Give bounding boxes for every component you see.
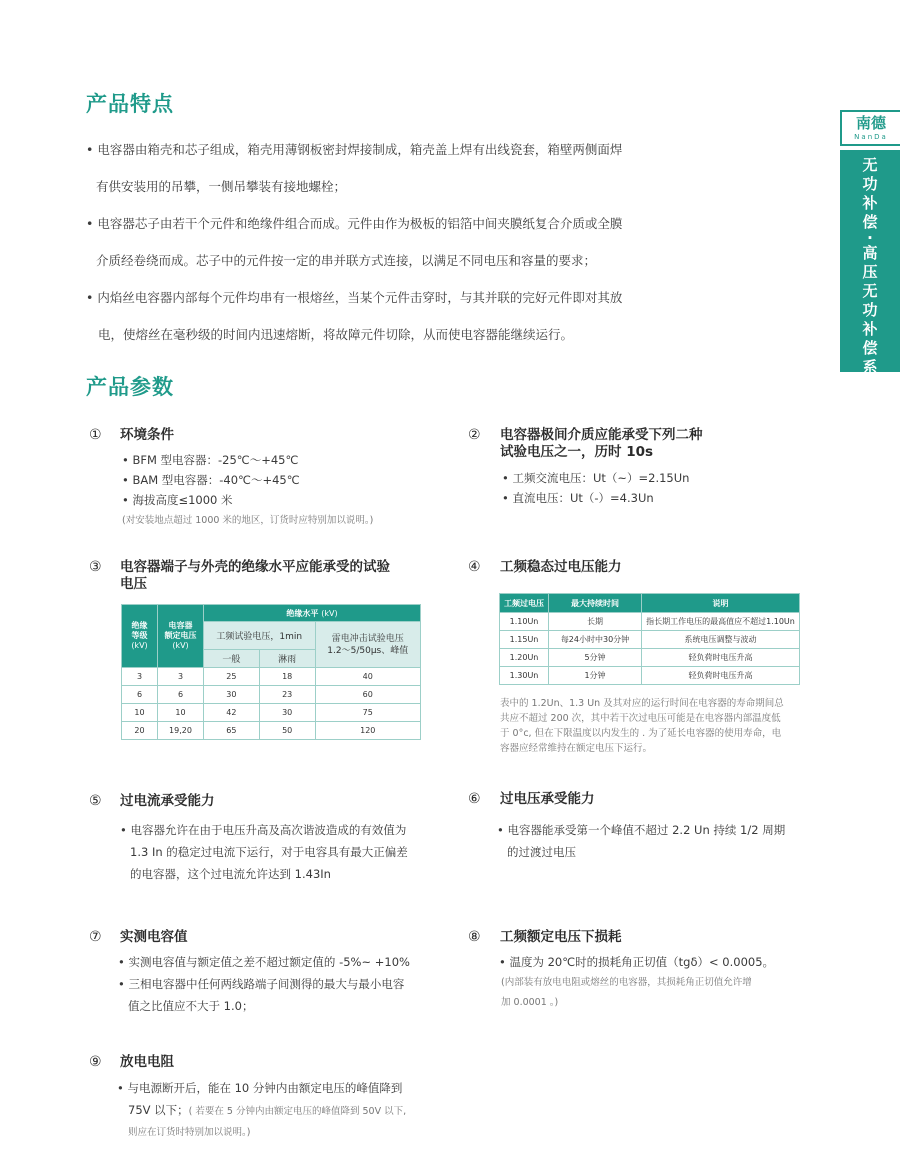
discharge-value: 75V 以下； — [128, 1103, 189, 1117]
series-char: 补 — [862, 320, 878, 338]
brand-name-en: NanDa — [854, 133, 888, 141]
section-title-insulation — [120, 559, 390, 593]
table-cell: 30 — [204, 686, 260, 704]
table-cell: 20 — [122, 722, 158, 740]
table-cell: 120 — [315, 722, 420, 740]
series-char: 系 — [862, 358, 878, 376]
brand-logo — [840, 110, 900, 146]
header-cell: 最大持续时间 — [549, 594, 642, 613]
series-char: 无 — [862, 282, 878, 300]
section-title-loss: 工频额定电压下损耗 — [500, 929, 622, 945]
header-normal: 一般 — [204, 650, 260, 668]
header-cell: 工频过电压 — [500, 594, 549, 613]
table-row — [122, 704, 421, 722]
series-char: 压 — [862, 263, 878, 281]
insulation-table — [121, 604, 421, 740]
table-row — [122, 686, 421, 704]
section-number: ① — [89, 427, 102, 443]
header-text: 1.2～5/50μs、峰值 — [327, 645, 409, 656]
header-rain: 淋雨 — [259, 650, 315, 668]
section-number: ② — [468, 427, 481, 443]
section-title-dielectric — [500, 427, 703, 461]
feature-line-4: 介质经卷绕而成。芯子中的元件按一定的串并联方式连接，以满足不同电压和容量的要求； — [96, 253, 597, 268]
series-side-tab — [840, 110, 900, 376]
note-line: 容器应经常维持在额定电压下运行。 — [500, 743, 653, 754]
series-label — [840, 150, 900, 376]
section-number: ⑤ — [89, 793, 102, 809]
title-line: 电压 — [120, 576, 147, 592]
feature-line-1: • 电容器由箱壳和芯子组成，箱壳用薄钢板密封焊接制成，箱壳盖上焊有出线瓷套，箱壁两侧面焊 — [86, 142, 623, 157]
table-cell: 1.20Un — [500, 649, 549, 667]
series-char: 偿 — [862, 339, 878, 357]
loss-list — [499, 951, 774, 1013]
header-text: (kV) — [131, 641, 148, 650]
table-cell: 25 — [204, 668, 260, 686]
section-number: ⑧ — [468, 929, 481, 945]
params-heading: 产品参数 — [86, 375, 174, 399]
loss-note: (内部装有放电电阻或熔丝的电容器，其损耗角正切值允许增 — [501, 977, 752, 988]
table-cell: 系统电压调整与波动 — [642, 631, 800, 649]
title-line: 电容器端子与外壳的绝缘水平应能承受的试验 — [120, 559, 390, 575]
series-char: 功 — [862, 175, 878, 193]
series-char: 偿 — [862, 213, 878, 231]
list-item: • BAM 型电容器：-40℃～+45℃ — [122, 473, 300, 487]
list-item: • 与电源断开后，能在 10 分钟内由额定电压的峰值降到 — [117, 1081, 403, 1095]
discharge-list — [117, 1077, 406, 1143]
note-line: 于 0°c, 但在下限温度以内发生的 . 为了延长电容器的使用寿命，电 — [500, 728, 782, 739]
section-title-overvoltage-steady: 工频稳态过电压能力 — [500, 559, 622, 575]
list-item: • 电容器允许在由于电压升高及高次谐波造成的有效值为 — [120, 823, 407, 837]
list-item: • 工频交流电压：Ut（~）=2.15Un — [502, 471, 690, 485]
note-line: 表中的 1.2Un、1.3 Un 及其对应的运行时间在电容器的寿命期间总 — [500, 698, 784, 709]
header-text: 雷电冲击试验电压 — [331, 633, 404, 644]
table-cell: 40 — [315, 668, 420, 686]
capacitance-list — [118, 951, 410, 1017]
feature-line-5: • 内焰丝电容器内部每个元件均串有一根熔丝，当某个元件击穿时，与其并联的完好元件即对其放 — [86, 290, 623, 305]
header-text: 额定电压 — [164, 631, 197, 640]
header-insulation-level — [204, 605, 421, 622]
header-text: 绝缘水平 — [286, 608, 319, 618]
series-char: 高 — [862, 244, 878, 262]
table-row — [500, 613, 800, 631]
list-item — [128, 1099, 406, 1123]
table-row — [500, 667, 800, 685]
feature-line-3: • 电容器芯子由若干个元件和绝缘件组合而成。元件由作为极板的铝箔中间夹膜纸复合介质或全膜 — [86, 216, 623, 231]
title-line: 试验电压之一，历时 10s — [500, 444, 654, 460]
list-item: • 实测电容值与额定值之差不超过额定值的 -5%~ +10% — [118, 955, 410, 969]
header-unit: (kV) — [321, 608, 338, 618]
series-char: · — [867, 229, 873, 247]
feature-line-6: 电，使熔丝在毫秒级的时间内迅速熔断，将故障元件切除，从而使电容器能继续运行。 — [98, 327, 574, 342]
dielectric-list — [502, 468, 689, 508]
list-item: 值之比值应不大于 1.0； — [128, 999, 254, 1013]
list-item: • 海拔高度≤1000 米 — [122, 493, 233, 507]
table-cell: 1.30Un — [500, 667, 549, 685]
feature-line-2: 有供安装用的吊攀，一侧吊攀装有接地螺栓； — [96, 179, 347, 194]
table-cell: 42 — [204, 704, 260, 722]
features-heading: 产品特点 — [86, 92, 174, 116]
table-cell: 50 — [259, 722, 315, 740]
table-cell: 30 — [259, 704, 315, 722]
list-item: 的过渡过电压 — [507, 845, 576, 859]
environment-list — [122, 450, 373, 532]
table-cell: 轻负荷时电压升高 — [642, 649, 800, 667]
table-cell: 1.10Un — [500, 613, 549, 631]
list-item: 的电容器，这个过电流允许达到 1.43In — [130, 867, 331, 881]
note-line: 共应不超过 200 次，其中若干次过电压可能是在电容器内部温度低 — [500, 713, 781, 724]
header-level — [122, 605, 158, 668]
table-cell: 18 — [259, 668, 315, 686]
overcurrent-list — [120, 819, 408, 885]
section-title-overvoltage: 过电压承受能力 — [500, 791, 595, 807]
section-number: ⑨ — [89, 1054, 102, 1070]
header-text: 等级 — [131, 631, 148, 640]
table-row — [500, 649, 800, 667]
table-cell: 6 — [158, 686, 204, 704]
section-number: ③ — [89, 559, 102, 575]
list-item: • BFM 型电容器：-25℃～+45℃ — [122, 453, 299, 467]
table-cell: 19,20 — [158, 722, 204, 740]
section-number: ⑦ — [89, 929, 102, 945]
header-power-freq: 工频试验电压，1min — [204, 622, 316, 650]
environment-note: (对安装地点超过 1000 米的地区，订货时应特别加以说明。) — [122, 515, 374, 526]
list-item: • 电容器能承受第一个峰值不超过 2.2 Un 持续 1/2 周期 — [497, 823, 786, 837]
table-cell: 5分钟 — [549, 649, 642, 667]
table-row — [122, 668, 421, 686]
features-text — [86, 140, 696, 345]
header-text: 绝缘 — [131, 621, 148, 630]
table-cell: 23 — [259, 686, 315, 704]
header-rated — [158, 605, 204, 668]
brand-name: 南德 — [855, 114, 886, 132]
list-item: 1.3 In 的稳定过电流下运行，对于电容具有最大正偏差 — [130, 845, 408, 859]
table-cell: 3 — [122, 668, 158, 686]
header-impulse — [315, 622, 420, 668]
overvoltage-note — [500, 696, 784, 756]
table-cell: 10 — [122, 704, 158, 722]
series-char: 功 — [862, 301, 878, 319]
list-item: • 直流电压：Ut（-）=4.3Un — [502, 491, 654, 505]
table-cell: 65 — [204, 722, 260, 740]
loss-note: 加 0.0001 。) — [501, 997, 559, 1008]
header-text: (kV) — [172, 641, 189, 650]
table-cell: 10 — [158, 704, 204, 722]
section-title-environment: 环境条件 — [120, 427, 174, 443]
table-cell: 长期 — [549, 613, 642, 631]
table-cell: 3 — [158, 668, 204, 686]
list-item: • 温度为 20℃时的损耗角正切值（tgδ）< 0.0005。 — [499, 955, 775, 969]
overvoltage-table — [499, 593, 800, 685]
discharge-note: 则应在订货时特别加以说明。) — [128, 1127, 251, 1138]
table-cell: 每24小时中30分钟 — [549, 631, 642, 649]
header-text: 电容器 — [168, 621, 193, 630]
series-char: 无 — [862, 156, 878, 174]
table-row — [500, 631, 800, 649]
list-item: • 三相电容器中任何两线路端子间测得的最大与最小电容 — [118, 977, 405, 991]
table-cell: 75 — [315, 704, 420, 722]
table-cell: 60 — [315, 686, 420, 704]
section-title-discharge: 放电电阻 — [120, 1054, 174, 1070]
section-number: ④ — [468, 559, 481, 575]
discharge-note: ( 若要在 5 分钟内由额定电压的峰值降到 50V 以下, — [188, 1106, 407, 1117]
section-title-capacitance: 实测电容值 — [120, 929, 188, 945]
table-cell: 指长期工作电压的最高值应不超过1.10Un — [642, 613, 800, 631]
title-line: 电容器极间介质应能承受下列二种 — [500, 427, 703, 443]
table-cell: 轻负荷时电压升高 — [642, 667, 800, 685]
header-cell: 说明 — [642, 594, 800, 613]
section-number: ⑥ — [468, 791, 481, 807]
series-char: 补 — [862, 194, 878, 212]
table-cell: 1.15Un — [500, 631, 549, 649]
section-title-overcurrent: 过电流承受能力 — [120, 793, 215, 809]
table-cell: 6 — [122, 686, 158, 704]
table-row — [122, 722, 421, 740]
table-cell: 1分钟 — [549, 667, 642, 685]
overvoltage-list — [497, 819, 785, 863]
